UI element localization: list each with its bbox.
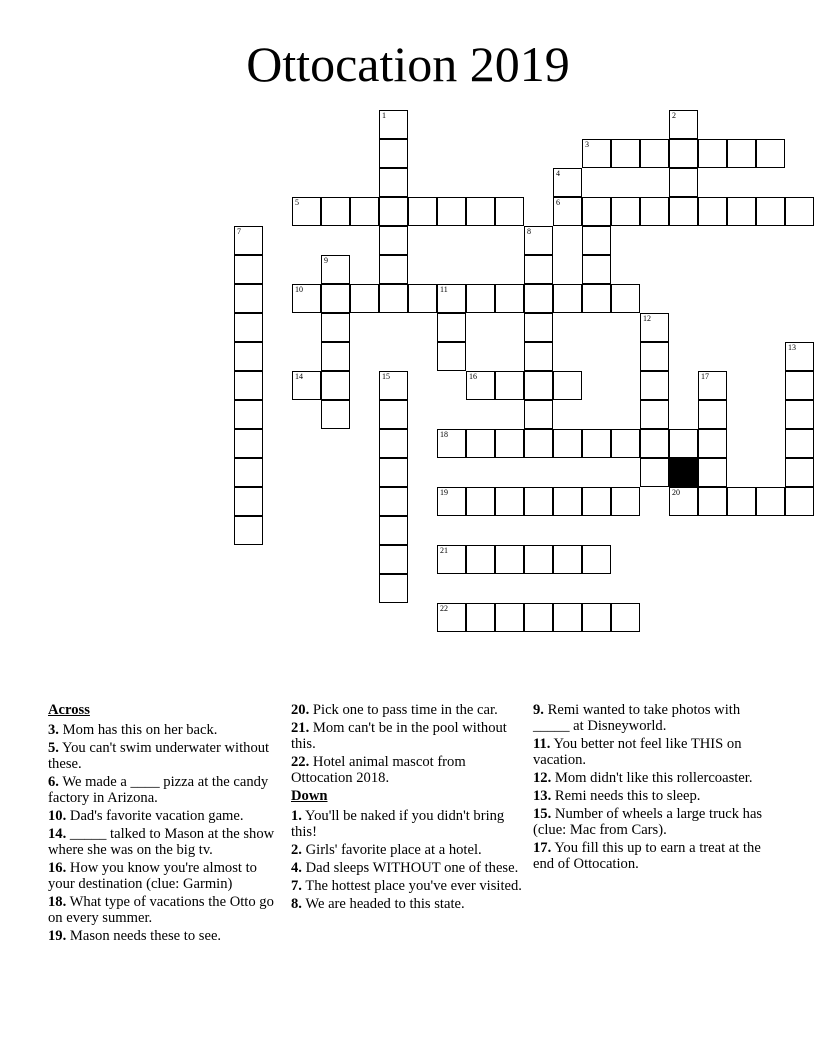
grid-cell[interactable]	[437, 487, 466, 516]
clue-number: 15.	[533, 806, 552, 822]
grid-cell[interactable]	[495, 545, 524, 574]
clue-item	[291, 702, 523, 718]
clue-text: How you know you're almost to your destination (clue: Garmin)	[48, 860, 257, 892]
cell-number: 18	[440, 430, 448, 439]
grid-cell[interactable]	[582, 487, 611, 516]
grid-cell[interactable]	[321, 197, 350, 226]
clue-item	[291, 860, 523, 876]
grid-cell[interactable]	[640, 139, 669, 168]
clue-item	[48, 894, 280, 926]
grid-cell[interactable]	[524, 487, 553, 516]
clue-number: 11.	[533, 736, 551, 752]
clue-text: Girls' favorite place at a hotel.	[301, 842, 482, 858]
grid-cell[interactable]	[379, 371, 408, 400]
clue-text: What type of vacations the Otto go on every summer.	[48, 894, 274, 926]
grid-cell[interactable]	[234, 284, 263, 313]
grid-cell[interactable]	[553, 429, 582, 458]
cell-number: 2	[672, 111, 676, 120]
grid-cell[interactable]	[321, 284, 350, 313]
grid-cell[interactable]	[292, 284, 321, 313]
clue-item	[291, 842, 523, 858]
clue-item	[48, 740, 280, 772]
across-heading: Across	[48, 702, 90, 718]
grid-cell[interactable]	[553, 371, 582, 400]
clue-text: Remi wanted to take photos with _____ at Disneyworld.	[533, 702, 741, 734]
grid-cell[interactable]	[234, 400, 263, 429]
grid-cell[interactable]	[495, 197, 524, 226]
grid-cell[interactable]	[379, 574, 408, 603]
cell-number: 22	[440, 604, 448, 613]
down-heading: Down	[291, 788, 328, 804]
grid-cell[interactable]	[785, 400, 814, 429]
clue-text: Hotel animal mascot from Ottocation 2018.	[291, 754, 466, 786]
clue-text: You can't swim underwater without these.	[48, 740, 270, 772]
grid-cell[interactable]	[408, 197, 437, 226]
grid-cell[interactable]	[234, 371, 263, 400]
grid-cell[interactable]	[379, 284, 408, 313]
grid-cell[interactable]	[495, 487, 524, 516]
clue-number: 17.	[533, 840, 552, 856]
clue-text: You'll be naked if you didn't bring this!	[291, 808, 505, 840]
grid-cell[interactable]	[437, 429, 466, 458]
grid-cell[interactable]	[553, 545, 582, 574]
grid-cell[interactable]	[379, 197, 408, 226]
clue-text: We are headed to this state.	[301, 896, 465, 912]
clue-text: Mom has this on her back.	[58, 722, 218, 738]
grid-cell[interactable]	[524, 400, 553, 429]
grid-cell[interactable]	[698, 197, 727, 226]
grid-cell[interactable]	[553, 168, 582, 197]
grid-cell[interactable]	[466, 487, 495, 516]
grid-cell[interactable]	[495, 429, 524, 458]
grid-cell[interactable]	[379, 255, 408, 284]
grid-cell[interactable]	[698, 139, 727, 168]
clue-text: Mom didn't like this rollercoaster.	[551, 770, 753, 786]
cell-number: 5	[295, 198, 299, 207]
grid-cell[interactable]	[727, 139, 756, 168]
grid-cell[interactable]	[321, 400, 350, 429]
grid-cell[interactable]	[524, 284, 553, 313]
grid-cell[interactable]	[669, 487, 698, 516]
down-clue-list	[291, 808, 523, 912]
clue-number: 6.	[48, 774, 59, 790]
grid-cell[interactable]	[379, 429, 408, 458]
grid-cell[interactable]	[640, 313, 669, 342]
clue-item	[48, 826, 280, 858]
clue-text: Remi needs this to sleep.	[551, 788, 701, 804]
grid-cell[interactable]	[379, 516, 408, 545]
grid-cell[interactable]	[437, 342, 466, 371]
grid-cell[interactable]	[466, 371, 495, 400]
grid-cell[interactable]	[582, 545, 611, 574]
grid-cell[interactable]	[437, 545, 466, 574]
grid-cell[interactable]	[350, 284, 379, 313]
grid-cell[interactable]	[495, 371, 524, 400]
clue-text: Mom can't be in the pool without this.	[291, 720, 507, 752]
grid-cell[interactable]	[524, 429, 553, 458]
grid-cell[interactable]	[234, 429, 263, 458]
grid-cell[interactable]	[466, 545, 495, 574]
block-cell	[669, 458, 698, 487]
clue-number: 13.	[533, 788, 552, 804]
clue-number: 21.	[291, 720, 310, 736]
clue-number: 4.	[291, 860, 302, 876]
clue-number: 1.	[291, 808, 302, 824]
grid-cell[interactable]	[756, 139, 785, 168]
cell-number: 14	[295, 372, 303, 381]
puzzle-title: Ottocation 2019	[246, 36, 570, 92]
grid-cell[interactable]	[669, 110, 698, 139]
grid-cell[interactable]	[437, 313, 466, 342]
grid-cell[interactable]	[437, 284, 466, 313]
grid-cell[interactable]	[379, 168, 408, 197]
clue-item	[48, 722, 280, 738]
grid-cell[interactable]	[234, 313, 263, 342]
grid-cell[interactable]	[379, 110, 408, 139]
cell-number: 15	[382, 372, 390, 381]
grid-cell[interactable]	[379, 139, 408, 168]
grid-cell[interactable]	[495, 284, 524, 313]
cell-number: 13	[788, 343, 796, 352]
grid-cell[interactable]	[756, 197, 785, 226]
grid-cell[interactable]	[727, 487, 756, 516]
cell-number: 4	[556, 169, 560, 178]
grid-cell[interactable]	[582, 197, 611, 226]
grid-cell[interactable]	[698, 487, 727, 516]
grid-cell[interactable]	[321, 371, 350, 400]
clues-column-3	[533, 702, 765, 874]
grid-cell[interactable]	[466, 197, 495, 226]
clue-number: 19.	[48, 928, 67, 944]
grid-cell[interactable]	[524, 313, 553, 342]
cell-number: 7	[237, 227, 241, 236]
grid-cell[interactable]	[234, 458, 263, 487]
grid-cell[interactable]	[234, 226, 263, 255]
grid-cell[interactable]	[553, 487, 582, 516]
grid-cell[interactable]	[698, 458, 727, 487]
grid-cell[interactable]	[553, 284, 582, 313]
cell-number: 9	[324, 256, 328, 265]
grid-cell[interactable]	[669, 168, 698, 197]
cell-number: 11	[440, 285, 448, 294]
grid-cell[interactable]	[408, 284, 437, 313]
grid-cell[interactable]	[582, 284, 611, 313]
grid-cell[interactable]	[785, 342, 814, 371]
clue-text: Dad sleeps WITHOUT one of these.	[301, 860, 519, 876]
down-clue-list-continued	[533, 702, 765, 872]
clue-item	[533, 788, 765, 804]
clue-text: We made a ____ pizza at the candy factory in Arizona.	[48, 774, 269, 806]
grid-cell[interactable]	[640, 342, 669, 371]
grid-cell[interactable]	[698, 371, 727, 400]
cell-number: 12	[643, 314, 651, 323]
grid-cell[interactable]	[495, 603, 524, 632]
clue-item	[533, 736, 765, 768]
grid-cell[interactable]	[379, 458, 408, 487]
grid-cell[interactable]	[524, 371, 553, 400]
clue-text: Number of wheels a large truck has (clue: Mac from Cars).	[533, 806, 763, 838]
clue-item	[291, 808, 523, 840]
clue-item	[291, 754, 523, 786]
grid-cell[interactable]	[582, 603, 611, 632]
cell-number: 8	[527, 227, 531, 236]
grid-cell[interactable]	[756, 487, 785, 516]
cell-number: 1	[382, 111, 386, 120]
clue-number: 8.	[291, 896, 302, 912]
cell-number: 3	[585, 140, 589, 149]
cell-number: 20	[672, 488, 680, 497]
clue-number: 14.	[48, 826, 67, 842]
across-clue-list-continued	[291, 702, 523, 786]
grid-cell[interactable]	[350, 197, 379, 226]
grid-cell[interactable]	[524, 603, 553, 632]
grid-cell[interactable]	[727, 197, 756, 226]
grid-cell[interactable]	[582, 226, 611, 255]
clue-number: 16.	[48, 860, 67, 876]
grid-cell[interactable]	[785, 371, 814, 400]
cell-number: 10	[295, 285, 303, 294]
grid-cell[interactable]	[321, 342, 350, 371]
grid-cell[interactable]	[524, 255, 553, 284]
clue-item	[48, 928, 280, 944]
grid-cell[interactable]	[611, 284, 640, 313]
clue-number: 10.	[48, 808, 67, 824]
clue-item	[48, 774, 280, 806]
clue-number: 22.	[291, 754, 310, 770]
grid-cell[interactable]	[785, 429, 814, 458]
grid-cell[interactable]	[582, 139, 611, 168]
grid-cell[interactable]	[611, 487, 640, 516]
clue-item	[291, 878, 523, 894]
grid-cell[interactable]	[379, 545, 408, 574]
grid-cell[interactable]	[292, 371, 321, 400]
clues-column-2	[291, 702, 523, 914]
clue-text: You better not feel like THIS on vacation.	[533, 736, 742, 768]
clue-text: Mason needs these to see.	[66, 928, 222, 944]
grid-cell[interactable]	[785, 197, 814, 226]
clue-number: 18.	[48, 894, 67, 910]
clue-number: 5.	[48, 740, 59, 756]
clue-number: 9.	[533, 702, 544, 718]
cell-number: 6	[556, 198, 560, 207]
grid-cell[interactable]	[437, 197, 466, 226]
clue-number: 7.	[291, 878, 302, 894]
grid-cell[interactable]	[321, 255, 350, 284]
grid-cell[interactable]	[669, 197, 698, 226]
clue-number: 20.	[291, 702, 310, 718]
grid-cell[interactable]	[379, 226, 408, 255]
clue-number: 12.	[533, 770, 552, 786]
across-clue-list	[48, 722, 280, 944]
grid-cell[interactable]	[466, 603, 495, 632]
grid-cell[interactable]	[379, 487, 408, 516]
grid-cell[interactable]	[698, 400, 727, 429]
clue-item	[533, 840, 765, 872]
cell-number: 17	[701, 372, 709, 381]
grid-cell[interactable]	[524, 226, 553, 255]
grid-cell[interactable]	[553, 603, 582, 632]
grid-cell[interactable]	[582, 429, 611, 458]
grid-cell[interactable]	[640, 197, 669, 226]
clue-item	[291, 896, 523, 912]
clue-number: 2.	[291, 842, 302, 858]
grid-cell[interactable]	[611, 429, 640, 458]
cell-number: 19	[440, 488, 448, 497]
grid-cell[interactable]	[640, 400, 669, 429]
grid-cell[interactable]	[698, 429, 727, 458]
grid-cell[interactable]	[640, 371, 669, 400]
grid-cell[interactable]	[234, 255, 263, 284]
grid-cell[interactable]	[437, 603, 466, 632]
grid-cell[interactable]	[524, 342, 553, 371]
grid-cell[interactable]	[466, 429, 495, 458]
grid-cell[interactable]	[669, 139, 698, 168]
clue-item	[533, 806, 765, 838]
grid-cell[interactable]	[321, 313, 350, 342]
grid-cell[interactable]	[582, 255, 611, 284]
clue-text: You fill this up to earn a treat at the end of Ottocation.	[533, 840, 761, 872]
clue-item	[48, 808, 280, 824]
grid-cell[interactable]	[785, 487, 814, 516]
grid-cell[interactable]	[553, 197, 582, 226]
grid-cell[interactable]	[292, 197, 321, 226]
grid-cell[interactable]	[234, 516, 263, 545]
clue-text: _____ talked to Mason at the show where she was on the big tv.	[48, 826, 275, 858]
clue-text: Pick one to pass time in the car.	[309, 702, 498, 718]
grid-cell[interactable]	[379, 400, 408, 429]
clue-item	[291, 720, 523, 752]
clue-number: 3.	[48, 722, 59, 738]
clue-item	[533, 770, 765, 786]
grid-cell[interactable]	[640, 429, 669, 458]
grid-cell[interactable]	[640, 458, 669, 487]
grid-cell[interactable]	[611, 603, 640, 632]
clues-column-1	[48, 702, 280, 946]
grid-cell[interactable]	[234, 342, 263, 371]
clue-text: The hottest place you've ever visited.	[301, 878, 522, 894]
grid-cell[interactable]	[611, 139, 640, 168]
clue-text: Dad's favorite vacation game.	[66, 808, 244, 824]
grid-cell[interactable]	[669, 429, 698, 458]
grid-cell[interactable]	[466, 284, 495, 313]
cell-number: 16	[469, 372, 477, 381]
grid-cell[interactable]	[524, 545, 553, 574]
cell-number: 21	[440, 546, 448, 555]
grid-cell[interactable]	[234, 487, 263, 516]
grid-cell[interactable]	[611, 197, 640, 226]
grid-cell[interactable]	[785, 458, 814, 487]
clue-item	[533, 702, 765, 734]
clue-item	[48, 860, 280, 892]
